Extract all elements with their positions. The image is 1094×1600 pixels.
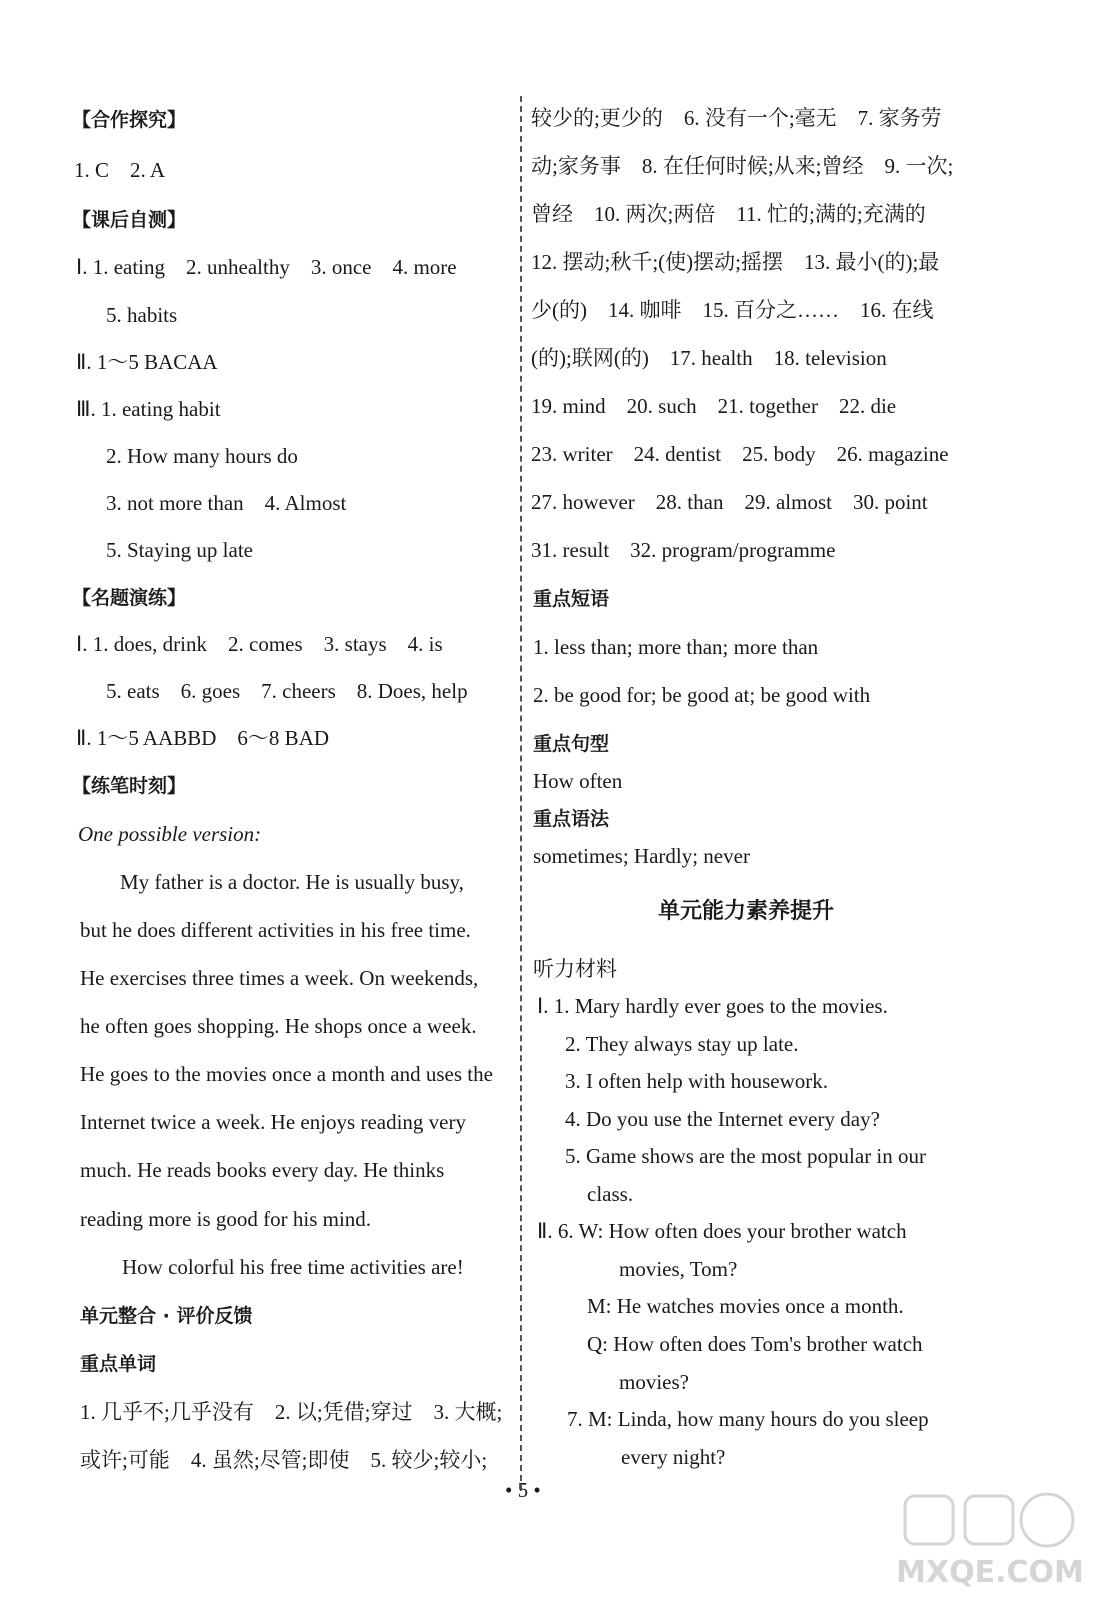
essay-line: He exercises three times a week. On weekends,	[80, 966, 479, 990]
listening-line: movies, Tom?	[619, 1257, 738, 1281]
vocab-line: (的);联网(的) 17. health 18. television	[531, 346, 887, 370]
svg-text:MXQE.COM: MXQE.COM	[896, 1555, 1084, 1590]
essay-line: My father is a doctor. He is usually busy,	[120, 870, 464, 894]
section-heading: 重点语法	[533, 808, 610, 830]
phrase-line: 2. be good for; be good at; be good with	[533, 683, 871, 707]
vocab-line: 12. 摆动;秋千;(使)摆动;摇摆 13. 最小(的);最	[531, 250, 940, 274]
section-heading: 【练笔时刻】	[72, 775, 187, 797]
section-heading: 【合作探究】	[72, 109, 187, 131]
essay-line: he often goes shopping. He shops once a week.	[80, 1014, 477, 1038]
answer-line: 5. Staying up late	[106, 538, 253, 562]
section-heading: 单元整合 · 评价反馈	[80, 1305, 253, 1327]
listening-line: class.	[587, 1182, 634, 1206]
answer-line: 2. How many hours do	[106, 444, 298, 468]
listening-line: 7. M: Linda, how many hours do you sleep	[567, 1407, 929, 1431]
vocab-line: 23. writer 24. dentist 25. body 26. magazine	[531, 442, 949, 466]
listening-line: 3. I often help with housework.	[565, 1069, 829, 1093]
listening-line: 4. Do you use the Internet every day?	[565, 1107, 880, 1131]
watermark-logo	[895, 1490, 1085, 1595]
vocab-line: 或许;可能 4. 虽然;尽管;即使 5. 较少;较小;	[80, 1448, 488, 1472]
essay-line: but he does different activities in his free time.	[80, 918, 471, 942]
answer-line: Ⅰ. 1. eating 2. unhealthy 3. once 4. more	[76, 255, 457, 279]
listening-line: Q: How often does Tom's brother watch	[587, 1332, 923, 1356]
listening-line: M: He watches movies once a month.	[587, 1294, 904, 1318]
listening-line: Ⅰ. 1. Mary hardly ever goes to the movies.	[537, 994, 888, 1018]
answer-line: 5. habits	[106, 303, 178, 327]
answer-line: Ⅱ. 1～5 AABBD 6～8 BAD	[76, 726, 330, 750]
vocab-line: 31. result 32. program/programme	[531, 538, 836, 562]
unit-title: 单元能力素养提升	[658, 899, 835, 924]
column-divider	[520, 96, 522, 1491]
answer-line: 5. eats 6. goes 7. cheers 8. Does, help	[106, 679, 468, 703]
essay-line: How colorful his free time activities are!	[122, 1255, 464, 1279]
vocab-line: 1. 几乎不;几乎没有 2. 以;凭借;穿过 3. 大概;	[80, 1400, 503, 1424]
answer-line: Ⅲ. 1. eating habit	[76, 397, 221, 421]
vocab-line: 曾经 10. 两次;两倍 11. 忙的;满的;充满的	[531, 202, 926, 226]
section-heading: 【名题演练】	[72, 587, 187, 609]
subheading: 听力材料	[533, 957, 617, 981]
section-heading: 【课后自测】	[72, 209, 187, 231]
answer-line: Ⅱ. 1～5 BACAA	[76, 350, 218, 374]
answer-line: 1. C 2. A	[74, 158, 166, 182]
answer-line: 3. not more than 4. Almost	[106, 491, 347, 515]
phrase-line: 1. less than; more than; more than	[533, 635, 819, 659]
listening-line: movies?	[619, 1370, 689, 1394]
vocab-line: 27. however 28. than 29. almost 30. point	[531, 490, 928, 514]
section-heading: 重点短语	[533, 588, 610, 610]
essay-label: One possible version:	[78, 822, 262, 846]
essay-line: reading more is good for his mind.	[80, 1207, 372, 1231]
section-heading: 重点单词	[80, 1353, 157, 1375]
vocab-line: 19. mind 20. such 21. together 22. die	[531, 394, 897, 418]
sentence-line: How often	[533, 769, 623, 793]
grammar-line: sometimes; Hardly; never	[533, 844, 750, 868]
vocab-line: 动;家务事 8. 在任何时候;从来;曾经 9. 一次;	[531, 154, 954, 178]
section-heading: 重点句型	[533, 733, 610, 755]
listening-line: Ⅱ. 6. W: How often does your brother watch	[537, 1219, 907, 1243]
essay-line: He goes to the movies once a month and uses the	[80, 1062, 493, 1086]
page-number: • 5 •	[505, 1478, 541, 1502]
vocab-line: 较少的;更少的 6. 没有一个;毫无 7. 家务劳	[531, 106, 942, 130]
essay-line: Internet twice a week. He enjoys reading very	[80, 1110, 466, 1134]
essay-line: much. He reads books every day. He thinks	[80, 1158, 445, 1182]
listening-line: every night?	[621, 1445, 726, 1469]
answer-line: Ⅰ. 1. does, drink 2. comes 3. stays 4. is	[76, 632, 443, 656]
vocab-line: 少(的) 14. 咖啡 15. 百分之…… 16. 在线	[531, 298, 934, 322]
listening-line: 5. Game shows are the most popular in our	[565, 1144, 927, 1168]
listening-line: 2. They always stay up late.	[565, 1032, 799, 1056]
